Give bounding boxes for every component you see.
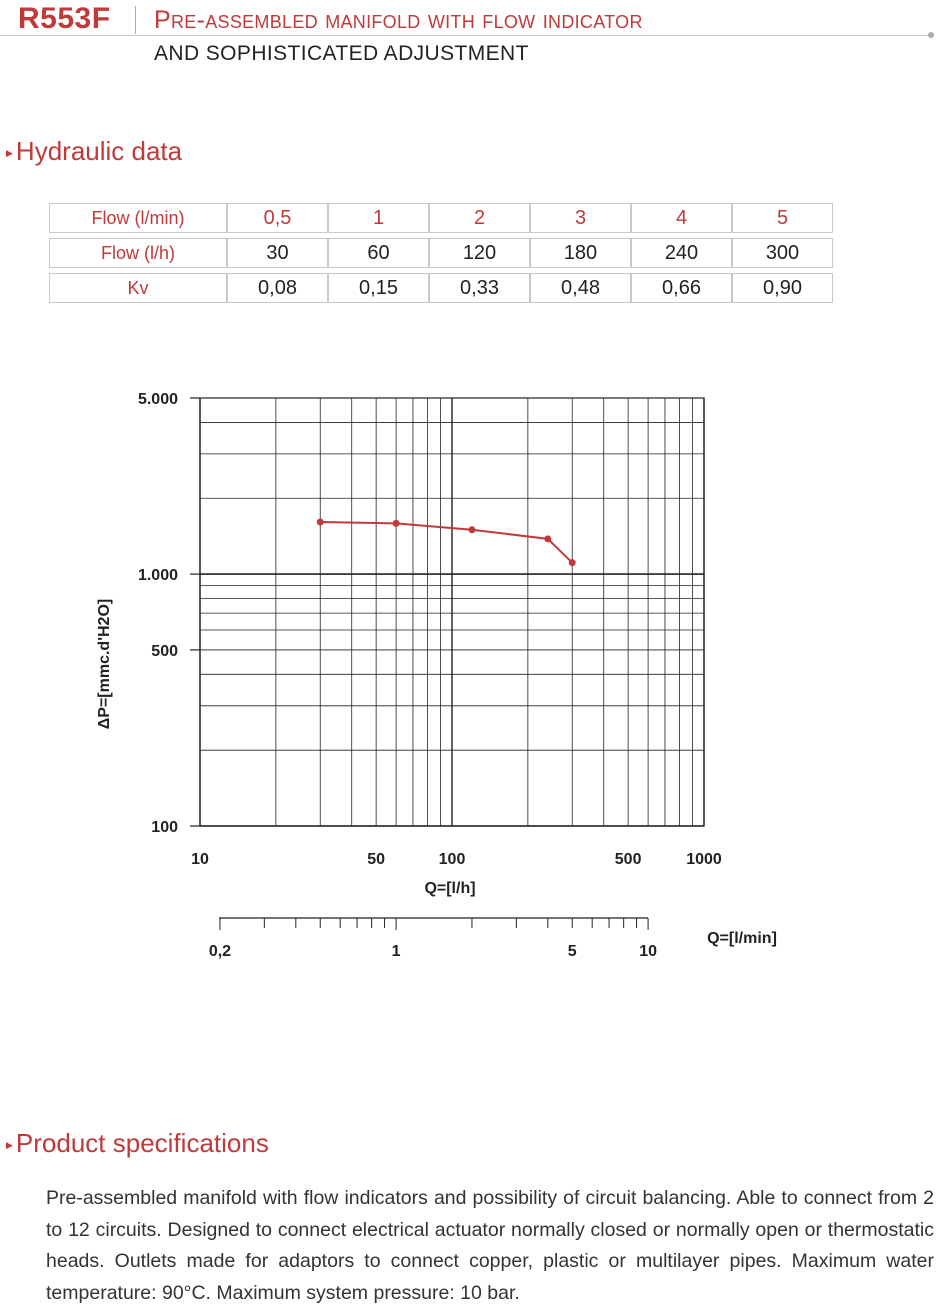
product-code: R553F <box>18 2 111 35</box>
y-tick-label: 1.000 <box>137 567 178 585</box>
table-cell: 120 <box>429 238 530 268</box>
data-point <box>317 518 324 525</box>
product-specifications-text: Pre-assembled manifold with flow indicators and possibility of circuit balancing. Able to connect from 2 to 12 circuits. Designed to connect electrical actuator normally closed or normally open or thermostatic heads. Outlets made for adaptors to connect copper, plastic or multilayer pipes. Maximum water temperature: 90°C. Maximum system pressure: 10 bar. <box>46 1187 934 1304</box>
table-cell: 0,15 <box>328 273 429 303</box>
x-tick-label: 1000 <box>686 851 722 868</box>
hydraulic-data-table <box>49 198 833 308</box>
x-tick-label: 50 <box>367 851 386 868</box>
x-tick-label: 500 <box>614 851 642 868</box>
page-subtitle: AND SOPHISTICATED ADJUSTMENT <box>154 42 529 65</box>
bullet-triangle-icon: ▶ <box>6 1139 13 1150</box>
row-label: Flow (l/min) <box>49 203 227 233</box>
y-tick-label: 500 <box>151 642 178 660</box>
y-axis-label: ΔP=[mmc.d'H2O] <box>96 598 113 730</box>
data-point <box>569 559 576 566</box>
table-cell: 60 <box>328 238 429 268</box>
table-cell: 5 <box>732 203 833 233</box>
y-tick-label: 5.000 <box>137 391 178 408</box>
section-title: Product specifications <box>15 1128 269 1158</box>
table-cell: 180 <box>530 238 631 268</box>
section-hydraulic-data <box>6 136 182 167</box>
table-cell: 30 <box>227 238 328 268</box>
data-point <box>468 526 475 533</box>
table-cell: 0,08 <box>227 273 328 303</box>
table-cell: 2 <box>429 203 530 233</box>
table-cell: 0,66 <box>631 273 732 303</box>
header-rule <box>0 35 928 36</box>
bullet-triangle-icon: ▶ <box>6 147 13 158</box>
secondary-tick-label: 1 <box>391 943 401 960</box>
secondary-tick-label: 5 <box>567 943 577 960</box>
x-axis-label: Q=[l/h] <box>424 880 476 897</box>
pressure-drop-chart <box>0 380 939 980</box>
table-cell: 300 <box>732 238 833 268</box>
x-tick-label: 100 <box>438 851 466 868</box>
section-product-specifications <box>6 1128 269 1159</box>
table-cell: 3 <box>530 203 631 233</box>
section-title: Hydraulic data <box>15 136 183 166</box>
table-row <box>49 273 833 303</box>
table-cell: 0,33 <box>429 273 530 303</box>
table-cell: 1 <box>328 203 429 233</box>
row-label: Flow (l/h) <box>49 238 227 268</box>
data-point <box>393 520 400 527</box>
table-row <box>49 238 833 268</box>
x-tick-label: 10 <box>191 851 209 868</box>
secondary-tick-label: 10 <box>639 943 657 960</box>
secondary-tick-label: 0,2 <box>208 943 232 960</box>
header-rule-dot <box>928 32 934 38</box>
table-row <box>49 203 833 233</box>
secondary-axis-label: Q=[l/min] <box>707 930 777 947</box>
table-cell: 4 <box>631 203 732 233</box>
header-divider <box>135 6 136 34</box>
table-cell: 0,90 <box>732 273 833 303</box>
row-label: Kv <box>49 273 227 303</box>
table-cell: 0,48 <box>530 273 631 303</box>
data-point <box>544 535 551 542</box>
table-cell: 240 <box>631 238 732 268</box>
page-title: Pre-assembled manifold with flow indicator <box>154 6 643 34</box>
series-line <box>320 522 572 563</box>
table-cell: 0,5 <box>227 203 328 233</box>
y-tick-label: 100 <box>151 819 178 836</box>
